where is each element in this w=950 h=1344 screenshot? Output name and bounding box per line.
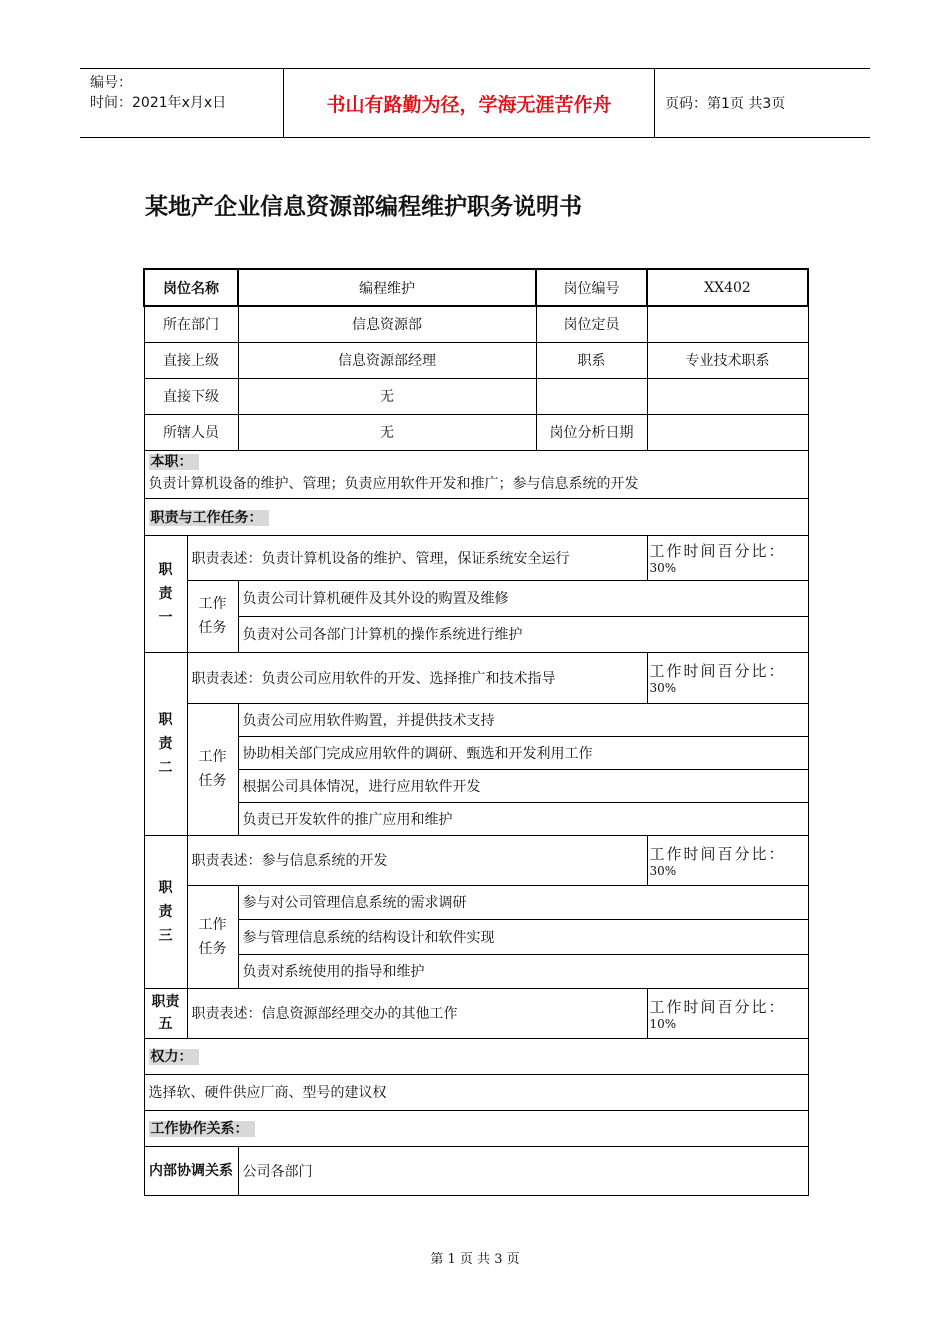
duty-row	[144, 988, 808, 1038]
duty-1-pct: 工作时间百分比： 30%	[647, 535, 808, 580]
info-label: 职系	[536, 342, 647, 378]
task-label: 工作 任务	[187, 703, 238, 835]
duty-2-name: 职 责 二	[144, 652, 187, 835]
time-label: 时间：2021年x月x日	[90, 95, 227, 111]
task-item: 负责对公司各部门计算机的操作系统进行维护	[238, 616, 808, 652]
duty-2-desc: 职责表述：负责公司应用软件的开发、选择推广和技术指导	[187, 652, 647, 703]
main-duty-text: 负责计算机设备的维护、管理；负责应用软件开发和推广；参与信息系统的开发	[148, 475, 639, 492]
duty-3-pct: 工作时间百分比： 30%	[647, 835, 808, 885]
task-row	[144, 769, 808, 802]
info-label: 直接下级	[144, 378, 238, 414]
duties-heading-row	[144, 498, 808, 535]
info-row	[144, 378, 808, 414]
info-value: 信息资源部经理	[238, 342, 536, 378]
power-heading: 权力：	[144, 1038, 808, 1074]
document-title: 某地产企业信息资源部编程维护职务说明书	[145, 194, 582, 220]
duty-5-name: 职责 五	[144, 988, 187, 1038]
header-meta	[80, 69, 283, 137]
info-value	[647, 378, 808, 414]
relations-heading-row	[144, 1110, 808, 1146]
info-row	[144, 414, 808, 450]
duty-1-name: 职 责 一	[144, 535, 187, 652]
task-row	[144, 703, 808, 736]
task-label: 工作 任务	[187, 885, 238, 988]
job-description-table	[143, 268, 809, 1196]
power-heading-row	[144, 1038, 808, 1074]
task-item: 负责已开发软件的推广应用和维护	[238, 802, 808, 835]
info-value: 无	[238, 414, 536, 450]
main-duty-row	[144, 450, 808, 498]
duty-row	[144, 535, 808, 580]
task-item: 参与对公司管理信息系统的需求调研	[238, 885, 808, 919]
info-label: 岗位分析日期	[536, 414, 647, 450]
info-value	[647, 306, 808, 342]
duty-1-desc: 职责表述：负责计算机设备的维护、管理，保证系统安全运行	[187, 535, 647, 580]
info-value: 信息资源部	[238, 306, 536, 342]
info-row	[144, 269, 808, 306]
task-row	[144, 954, 808, 988]
task-row	[144, 616, 808, 652]
info-label: 所辖人员	[144, 414, 238, 450]
power-row	[144, 1074, 808, 1110]
power-text: 选择软、硬件供应厂商、型号的建议权	[144, 1074, 808, 1110]
internal-relations-label: 内部协调关系	[144, 1146, 238, 1195]
info-label: 直接上级	[144, 342, 238, 378]
duties-heading: 职责与工作任务：	[144, 498, 808, 535]
task-label: 工作 任务	[187, 580, 238, 652]
duty-3-desc: 职责表述：参与信息系统的开发	[187, 835, 647, 885]
duty-row	[144, 835, 808, 885]
task-item: 协助相关部门完成应用软件的调研、甄选和开发利用工作	[238, 736, 808, 769]
info-value: 无	[238, 378, 536, 414]
task-row	[144, 736, 808, 769]
internal-relations-row	[144, 1146, 808, 1195]
info-value	[647, 414, 808, 450]
info-label: 岗位名称	[144, 269, 238, 306]
number-label: 编号：	[90, 75, 132, 91]
duty-row	[144, 652, 808, 703]
header-page-info: 页码：第1页 共3页	[665, 96, 786, 112]
duty-5-desc: 职责表述：信息资源部经理交办的其他工作	[187, 988, 647, 1038]
info-value: 专业技术职系	[647, 342, 808, 378]
page-header	[80, 68, 870, 138]
task-item: 根据公司具体情况，进行应用软件开发	[238, 769, 808, 802]
task-row	[144, 919, 808, 954]
task-item: 参与管理信息系统的结构设计和软件实现	[238, 919, 808, 954]
page-footer: 第 1 页 共 3 页	[430, 1252, 520, 1267]
info-label: 所在部门	[144, 306, 238, 342]
info-value: XX402	[647, 269, 808, 306]
main-duty-heading: 本职：	[149, 451, 808, 473]
task-item: 负责公司计算机硬件及其外设的购置及维修	[238, 580, 808, 616]
task-row	[144, 580, 808, 616]
internal-relations-value: 公司各部门	[238, 1146, 808, 1195]
info-row	[144, 306, 808, 342]
info-row	[144, 342, 808, 378]
duty-2-pct: 工作时间百分比： 30%	[647, 652, 808, 703]
task-row	[144, 885, 808, 919]
task-item: 负责公司应用软件购置，并提供技术支持	[238, 703, 808, 736]
info-label	[536, 378, 647, 414]
header-motto: 书山有路勤为径，学海无涯苦作舟	[283, 69, 655, 137]
info-value: 编程维护	[238, 269, 536, 306]
duty-5-pct: 工作时间百分比： 10%	[647, 988, 808, 1038]
duty-3-name: 职 责 三	[144, 835, 187, 988]
relations-heading: 工作协作关系：	[144, 1110, 808, 1146]
info-label: 岗位定员	[536, 306, 647, 342]
task-row	[144, 802, 808, 835]
task-item: 负责对系统使用的指导和维护	[238, 954, 808, 988]
info-label: 岗位编号	[536, 269, 647, 306]
